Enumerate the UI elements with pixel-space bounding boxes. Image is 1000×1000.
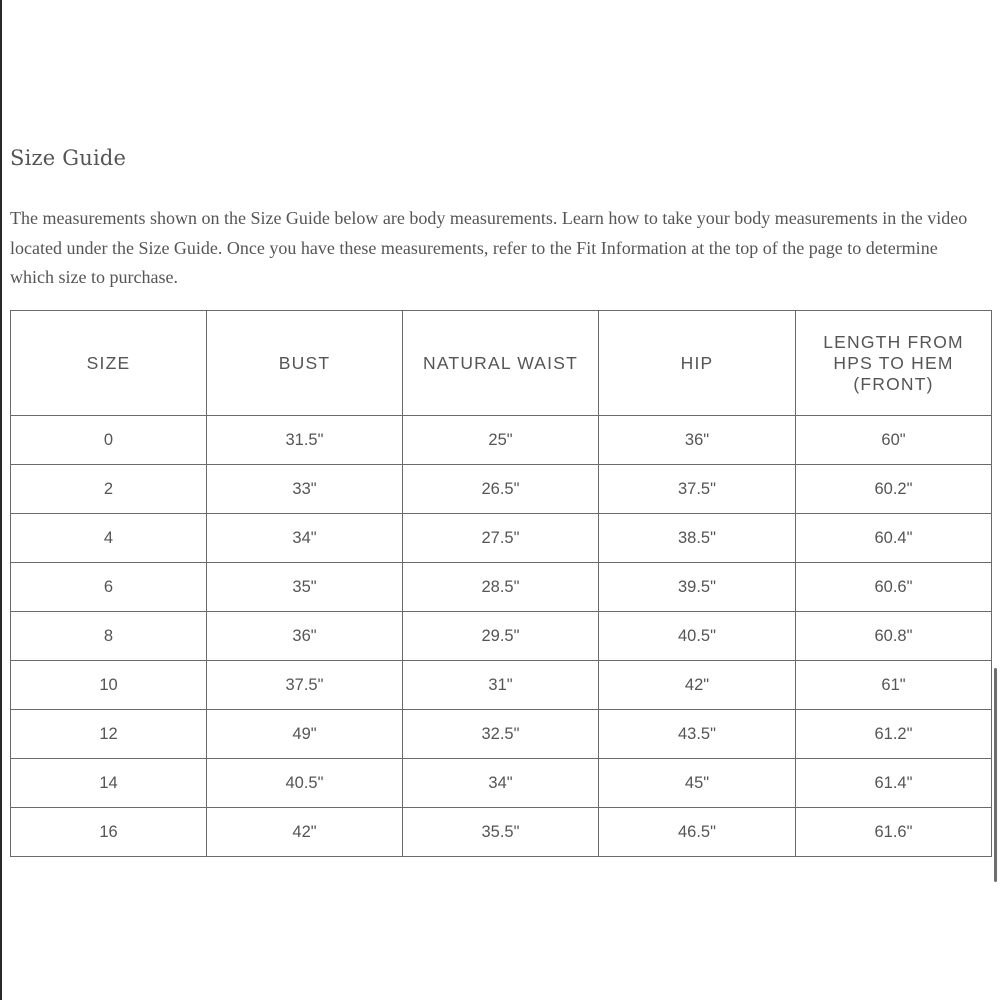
bust-cell: 33" <box>207 465 403 514</box>
table-row <box>11 808 992 857</box>
bust-cell: 31.5" <box>207 416 403 465</box>
size-cell: 6 <box>11 563 207 612</box>
table-header-row <box>11 311 992 416</box>
hip-cell: 37.5" <box>599 465 796 514</box>
column-header-label: SIZE <box>86 352 131 373</box>
size-cell: 4 <box>11 514 207 563</box>
table-body <box>11 416 992 857</box>
natural-waist-cell: 26.5" <box>403 465 599 514</box>
column-header-label: NATURAL WAIST <box>423 352 578 373</box>
natural-waist-cell: 32.5" <box>403 710 599 759</box>
length-cell: 60.8" <box>796 612 992 661</box>
size-cell: 8 <box>11 612 207 661</box>
bust-cell: 36" <box>207 612 403 661</box>
hip-cell: 42" <box>599 661 796 710</box>
size-cell: 2 <box>11 465 207 514</box>
length-cell: 60.2" <box>796 465 992 514</box>
length-cell: 61.4" <box>796 759 992 808</box>
size-cell: 12 <box>11 710 207 759</box>
table-row <box>11 465 992 514</box>
table-row <box>11 563 992 612</box>
size-cell: 0 <box>11 416 207 465</box>
vertical-scrollbar[interactable] <box>994 668 997 882</box>
bust-cell: 42" <box>207 808 403 857</box>
size-cell: 16 <box>11 808 207 857</box>
natural-waist-cell: 27.5" <box>403 514 599 563</box>
size-cell: 10 <box>11 661 207 710</box>
bust-cell: 35" <box>207 563 403 612</box>
natural-waist-cell: 25" <box>403 416 599 465</box>
table-row <box>11 612 992 661</box>
table-row <box>11 759 992 808</box>
column-header-label: HIP <box>680 352 714 373</box>
bust-cell: 40.5" <box>207 759 403 808</box>
column-header-length <box>796 311 992 416</box>
column-header-size <box>11 311 207 416</box>
hip-cell: 40.5" <box>599 612 796 661</box>
column-header-label: LENGTH FROM HPS TO HEM (FRONT) <box>823 331 964 394</box>
hip-cell: 36" <box>599 416 796 465</box>
length-cell: 61.6" <box>796 808 992 857</box>
length-cell: 60.4" <box>796 514 992 563</box>
length-cell: 61" <box>796 661 992 710</box>
table-header <box>11 311 992 416</box>
left-edge-divider <box>0 0 2 1000</box>
column-header-label: BUST <box>278 352 331 373</box>
column-header-natural-waist <box>403 311 599 416</box>
length-cell: 61.2" <box>796 710 992 759</box>
table-row <box>11 416 992 465</box>
length-cell: 60" <box>796 416 992 465</box>
column-header-bust <box>207 311 403 416</box>
length-cell: 60.6" <box>796 563 992 612</box>
table-row <box>11 514 992 563</box>
natural-waist-cell: 28.5" <box>403 563 599 612</box>
size-guide-table <box>10 310 992 857</box>
hip-cell: 46.5" <box>599 808 796 857</box>
bust-cell: 37.5" <box>207 661 403 710</box>
hip-cell: 39.5" <box>599 563 796 612</box>
table-row <box>11 661 992 710</box>
size-cell: 14 <box>11 759 207 808</box>
page-title: Size Guide <box>10 146 127 170</box>
column-header-hip <box>599 311 796 416</box>
natural-waist-cell: 29.5" <box>403 612 599 661</box>
intro-paragraph: The measurements shown on the Size Guide below are body measurements. Learn how to take your body measurements in the video located under the Size Guide. Once you have these measurements, refer to the Fit Information at the top of the page to determine which size to purchase. <box>10 208 968 287</box>
bust-cell: 34" <box>207 514 403 563</box>
hip-cell: 45" <box>599 759 796 808</box>
natural-waist-cell: 34" <box>403 759 599 808</box>
bust-cell: 49" <box>207 710 403 759</box>
natural-waist-cell: 31" <box>403 661 599 710</box>
table-row <box>11 710 992 759</box>
natural-waist-cell: 35.5" <box>403 808 599 857</box>
hip-cell: 38.5" <box>599 514 796 563</box>
hip-cell: 43.5" <box>599 710 796 759</box>
